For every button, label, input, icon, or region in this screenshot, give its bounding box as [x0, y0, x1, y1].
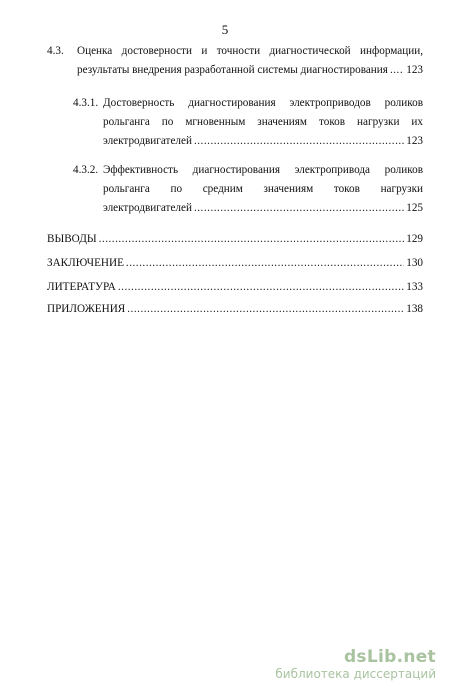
- entry-number: 4.3.: [47, 45, 64, 57]
- entry-title-line2: рольганга по средним значениям токов нагрузки: [103, 183, 423, 195]
- toc-entry-4-3-1[interactable]: [73, 94, 423, 151]
- entry-title-line2: рольганга по мгновенным значениям токов нагрузки их: [103, 116, 423, 128]
- toc-entry-prilozheniya[interactable]: [47, 303, 423, 315]
- entry-page: 123: [406, 135, 423, 147]
- entry-number: 4.3.1.: [73, 97, 99, 109]
- entry-page: 130: [406, 257, 423, 269]
- entry-title-line1: Оценка достоверности и точности диагностической информации,: [77, 45, 423, 57]
- toc-entry-4-3-2[interactable]: [73, 161, 423, 218]
- entry-title: ПРИЛОЖЕНИЯ: [47, 303, 126, 315]
- toc-entry-vyvody[interactable]: [47, 233, 423, 245]
- leader-dots: [126, 257, 404, 269]
- entry-title-line2: результаты внедрения разработанной системы диагностирования: [77, 64, 388, 76]
- entry-title: ЗАКЛЮЧЕНИЕ: [47, 257, 124, 269]
- entry-page: 123: [406, 64, 423, 76]
- toc-entry-zaklyuchenie[interactable]: [47, 257, 423, 269]
- leader-dots: [390, 61, 404, 80]
- leader-dots: [99, 233, 405, 245]
- leader-dots: [194, 199, 404, 218]
- watermark-logo: dsLib.net: [343, 647, 436, 667]
- toc-entry-literatura[interactable]: [47, 281, 423, 293]
- entry-page: 125: [406, 202, 423, 214]
- entry-title: ВЫВОДЫ: [47, 233, 97, 245]
- entry-title-line1: Эффективность диагностирования электропривода роликов: [103, 164, 423, 176]
- entry-page: 129: [406, 233, 423, 245]
- entry-title: ЛИТЕРАТУРА: [47, 281, 116, 293]
- watermark-subtitle: библиотека диссертаций: [275, 667, 436, 681]
- leader-dots: [194, 132, 404, 151]
- entry-page: 138: [406, 303, 423, 315]
- entry-number: 4.3.2.: [73, 164, 99, 176]
- leader-dots: [118, 281, 404, 293]
- watermark: [275, 647, 436, 681]
- leader-dots: [127, 303, 404, 315]
- entry-title-line3: электродвигателей: [103, 135, 192, 147]
- entry-title-line3: электродвигателей: [103, 202, 192, 214]
- entry-page: 133: [406, 281, 423, 293]
- entry-title-line1: Достоверность диагностирования электроприводов роликов: [103, 97, 423, 109]
- page-number: 5: [221, 22, 229, 37]
- toc-entry-4-3[interactable]: [47, 42, 423, 80]
